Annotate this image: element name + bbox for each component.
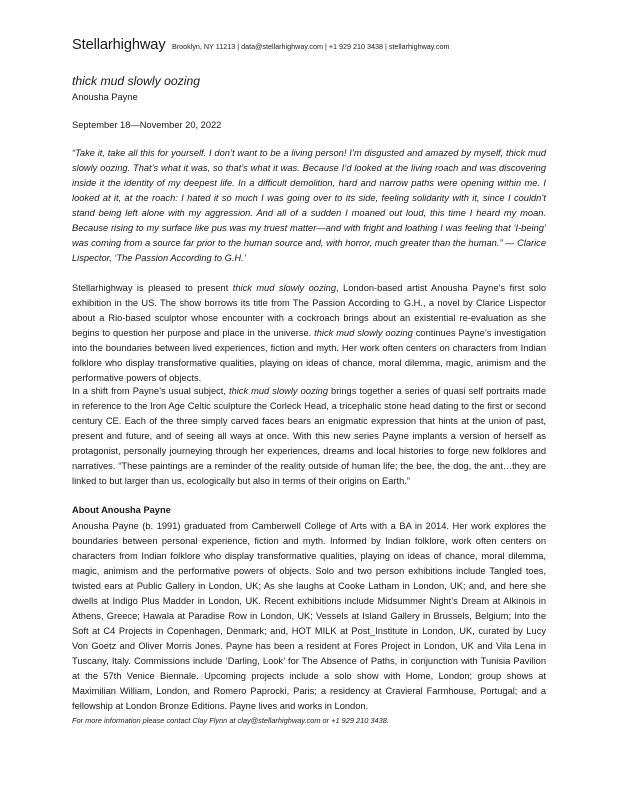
intro-text-2: , London-based artist Anousha Payne’s first solo exhibition in the US. The show borrows its title from The Passion According to G.H., a novel by Clarice Lispector about a Rio-based sculptor whose encounter with a cockroach brings about an existential re-evaluation as she begins to question her purpose and place in the universe.	[72, 283, 546, 338]
body-title-ref: thick mud slowly oozing	[228, 386, 328, 396]
artist-name: Anousha Payne	[72, 92, 138, 102]
intro-text-1: Stellarhighway is pleased to present	[72, 283, 233, 293]
intro-text-3: continues Payne’s investigation into the boundaries between lived experiences, fiction and myth. Her work often centers on characters from Indian folklore who display transformative qualities, playing on ideas of chance, moral dilemma, magic, animism and the performative powers of objects.	[72, 328, 546, 383]
intro-title-ref-1: thick mud slowly oozing	[232, 283, 336, 293]
intro-paragraph	[72, 281, 546, 386]
body-text-1: In a shift from Payne’s usual subject,	[72, 386, 229, 396]
body-text-2: brings together a series of quasi self portraits made in reference to the Iron Age Celtic sculpture the Corleck Head, a tricephalic stone head dating to the first or second century CE. Each of the three simply carved faces bears an enigmatic expression that hints at the union of past, present and future, and of seeing all ways at once. With this new series Payne implants a version of herself as protagonist, personally journeying through her experiences, dreams and local histories to forge new folklores and narratives. “These paintings are a reminder of the reality outside of human life; the bee, the dog, the ant…they are linked to but larger than us, ecologically but also in terms of their origins on Earth.”	[72, 386, 546, 486]
exhibition-dates: September 18—November 20, 2022	[72, 120, 222, 130]
about-heading: About Anousha Payne	[72, 505, 171, 515]
exhibition-title: thick mud slowly oozing	[72, 74, 201, 88]
gallery-contact: Brooklyn, NY 11213 | data@stellarhighway.com | +1 929 210 3438 | stellarhighway.com	[171, 42, 450, 51]
epigraph-quote: “Take it, take all this for yourself. I don’t want to be a living person! I’m disgusted and amazed by myself, thick mud slowly oozing. That’s what it was, so that’s what it was. Because I’d looked at the living roach and was discovering inside it the identity of my deepest life. In a difficult demolition, hard and narrow paths were opening within me. I looked at it, at the roach: I hated it so much I was going over to its side, feeling solidarity with it, since I couldn’t stand being left alone with my aggression. And all of a sudden I moaned out loud, this time I heard my moan. Because rising to my surface like pus was my truest matter—and with fright and loathing I was feeling that ‘I-being’ was coming from a source far prior to the human source and, with horror, much greater than the human.” — Clarice Lispector, ‘The Passion According to G.H.’	[72, 148, 546, 263]
gallery-name: Stellarhighway	[72, 37, 166, 53]
artist-bio: Anousha Payne (b. 1991) graduated from Camberwell College of Arts with a BA in 2014. Her work explores the boundaries between personal experience, fiction and myth. Informed by Indian folklore, work often centers on characters from Indian folklore who display transformative qualities, playing on ideas of chance, moral dilemma, magic, animism and the performative powers of objects. Solo and two person exhibitions include Tangled toes, twisted ears at Public Gallery in London, UK; As she laughs at Cooke Latham in London, UK; and, and here she dwells at Indigo Plus Madder in London, UK. Recent exhibitions include Midsummer Night’s Dream at Alkinois in Athens, Greece; Hawala at Paradise Row in London, UK; Vessels at Island Gallery in Brussels, Belgium; Into the Soft at C4 Projects in Copenhagen, Denmark; and, HOT MILK at Post_Institute in London, UK, curated by Lucy Von Goetz and Oliver Morris Jones. Payne has been a resident at Fores Project in London, UK and Vila Lena in Tuscany, Italy. Commissions include ‘Darling, Look’ for The Absence of Paths, in conjunction with Tunisia Pavilion at the 57th Venice Biennale. Upcoming projects include a solo show with Home, London; group shows at Maximilian William, London, and Romero Paprocki, Paris; a residency at Cravieral Farmhouse, Portugal; and a fellowship at London Bronze Editions. Payne lives and works in London.	[72, 521, 546, 711]
intro-title-ref-2: thick mud slowly oozing	[314, 328, 413, 338]
letterhead	[72, 36, 449, 54]
contact-footer: For more information please contact Clay Flynn at clay@stellarhighway.com or +1 929 210 3438.	[72, 716, 389, 725]
body-paragraph	[72, 384, 546, 489]
